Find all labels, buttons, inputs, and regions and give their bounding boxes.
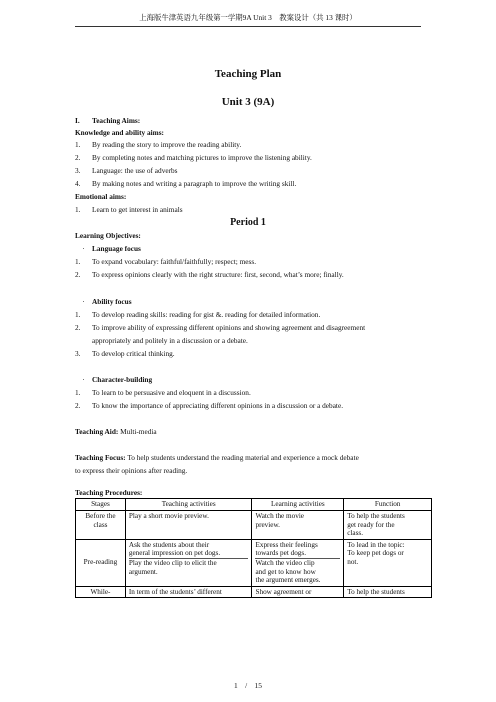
teaching-activity-text: argument. — [128, 567, 158, 576]
item-text: To develop critical thinking. — [92, 349, 175, 358]
section-label: Teaching Aims: — [92, 116, 141, 125]
knowledge-heading: Knowledge and ability aims: — [75, 128, 164, 137]
unit-title: Unit 3 (9A) — [221, 96, 275, 108]
teaching-focus — [75, 453, 359, 462]
teaching-activity-text: Ask the students about their — [128, 540, 210, 549]
teaching-aid — [75, 427, 157, 436]
learning-activity-text: Watch the video clip — [255, 558, 315, 567]
item-number: 3. — [75, 349, 81, 358]
section-number: I. — [75, 116, 80, 125]
bullet-icon: · — [82, 297, 85, 306]
item-text: By making notes and writing a paragraph to improve the writing skill. — [92, 179, 297, 188]
item-text: By reading the story to improve the reading ability. — [92, 140, 242, 149]
teaching-focus-text: To help students understand the reading material and experience a mock debate — [127, 453, 359, 462]
learning-activity-text: and get to know how — [255, 567, 316, 576]
function-text: To help the students — [347, 587, 405, 596]
item-number: 1. — [75, 388, 81, 397]
learning-activity-cell — [252, 586, 344, 598]
item-text: To know the importance of appreciating different opinions in a discussion or a debate. — [92, 401, 344, 410]
teaching-aid-value: Multi-media — [120, 427, 157, 436]
function-cell — [344, 586, 432, 598]
character-building-heading — [75, 375, 152, 384]
function-text: To lead in the topic: — [347, 540, 405, 549]
item-number: 1. — [75, 140, 81, 149]
table-row — [76, 586, 432, 598]
knowledge-item — [75, 153, 312, 162]
bullet-icon: · — [82, 375, 85, 384]
table-header-row — [76, 499, 432, 511]
item-number: 3. — [75, 166, 81, 175]
column-header-function: Function — [344, 499, 432, 511]
learning-activity-cell — [252, 539, 344, 586]
subheading-label: Character-building — [92, 375, 153, 384]
ability-item-continuation — [75, 336, 248, 345]
teaching-activity-text: Play a short movie preview. — [128, 512, 209, 520]
function-cell — [344, 511, 432, 540]
teaching-aid-label: Teaching Aid: — [75, 427, 119, 436]
ability-focus-heading — [75, 297, 132, 306]
function-text: class. — [347, 529, 364, 538]
item-number: 2. — [75, 323, 81, 332]
item-text: Learn to get interest in animals — [92, 205, 183, 214]
teaching-activity-cell — [125, 586, 252, 598]
subheading-label: Language focus — [92, 244, 141, 253]
item-text: To improve ability of expressing different opinions and showing agreement and disagreement — [92, 323, 366, 332]
subheading-label: Ability focus — [92, 297, 132, 306]
item-text: Language: the use of adverbs — [92, 166, 178, 175]
stage-cell — [76, 586, 126, 598]
language-focus-heading — [75, 244, 141, 253]
table-row — [76, 539, 432, 586]
function-text: To help the students — [347, 512, 405, 520]
item-number: 2. — [75, 401, 81, 410]
bullet-icon: · — [82, 244, 85, 253]
document-title: Teaching Plan — [214, 68, 282, 80]
item-number: 2. — [75, 153, 81, 162]
ability-item — [75, 310, 320, 319]
item-text: appropriately and politely in a discussion or a debate. — [92, 336, 248, 345]
teaching-focus-label: Teaching Focus: — [75, 453, 126, 462]
procedures-heading: Teaching Procedures: — [75, 488, 143, 497]
item-number: 1. — [75, 205, 81, 214]
item-text: To expand vocabulary: faithful/faithfully; respect; mess. — [92, 257, 257, 266]
column-header-teaching: Teaching activities — [125, 499, 252, 511]
period-title: Period 1 — [230, 217, 266, 228]
item-text: To develop reading skills: reading for gist &. reading for detailed information. — [92, 310, 321, 319]
function-text: get ready for the — [347, 520, 395, 529]
stage-text: class — [93, 520, 108, 529]
teaching-activity-cell — [125, 539, 252, 586]
stage-cell — [76, 511, 126, 540]
stage-text: While- — [90, 587, 111, 596]
learning-activity-cell — [252, 511, 344, 540]
page-number: 1 / 15 — [234, 681, 262, 690]
function-text: To keep pet dogs or — [347, 549, 404, 558]
emotional-item — [75, 205, 183, 214]
item-number: 1. — [75, 310, 81, 319]
stage-cell — [76, 539, 126, 586]
stage-text: Pre-reading — [83, 558, 118, 567]
function-text: not. — [347, 557, 359, 566]
stage-text: Before the — [85, 512, 116, 520]
item-text: To express opinions clearly with the right structure: first, second, what’s more; finally. — [92, 270, 344, 279]
emotional-heading: Emotional aims: — [75, 192, 127, 201]
learning-activity-text: Watch the movie — [255, 512, 305, 520]
language-item — [75, 270, 344, 279]
teaching-focus-continuation: to express their opinions after reading. — [75, 466, 188, 475]
learning-activity-text: towards pet dogs. — [255, 549, 340, 559]
character-item — [75, 388, 251, 397]
item-number: 2. — [75, 270, 81, 279]
objectives-heading: Learning Objectives: — [75, 231, 141, 240]
function-cell — [344, 539, 432, 586]
page-header: 上海版牛津英语九年级第一学期9A Unit 3 教案设计（共 13 课时） — [139, 13, 357, 22]
item-text: By completing notes and matching pictures to improve the listening ability. — [92, 153, 312, 162]
column-header-stages: Stages — [76, 499, 126, 511]
column-header-learning: Learning activities — [252, 499, 344, 511]
teaching-activity-cell — [125, 511, 252, 540]
learning-activity-text: Express their feelings — [255, 540, 318, 549]
procedures-table — [75, 498, 432, 598]
knowledge-item — [75, 179, 296, 188]
character-item — [75, 401, 343, 410]
learning-activity-text: preview. — [255, 520, 280, 529]
knowledge-item — [75, 166, 178, 175]
language-item — [75, 257, 256, 266]
item-number: 4. — [75, 179, 81, 188]
teaching-activity-text: In term of the students’ different — [128, 587, 222, 596]
header-rule — [75, 26, 421, 27]
teaching-activity-text: general impression on pet dogs. — [129, 549, 249, 559]
teaching-activity-text: Play the video clip to elicit the — [128, 558, 217, 567]
item-number: 1. — [75, 257, 81, 266]
item-text: To learn to be persuasive and eloquent in a discussion. — [92, 388, 251, 397]
ability-item — [75, 349, 175, 358]
table-row — [76, 511, 432, 540]
ability-item — [75, 323, 365, 332]
learning-activity-text: the argument emerges. — [255, 576, 321, 585]
learning-activity-text: Show agreement or — [255, 587, 312, 596]
section-teaching-aims — [75, 116, 140, 125]
knowledge-item — [75, 140, 241, 149]
